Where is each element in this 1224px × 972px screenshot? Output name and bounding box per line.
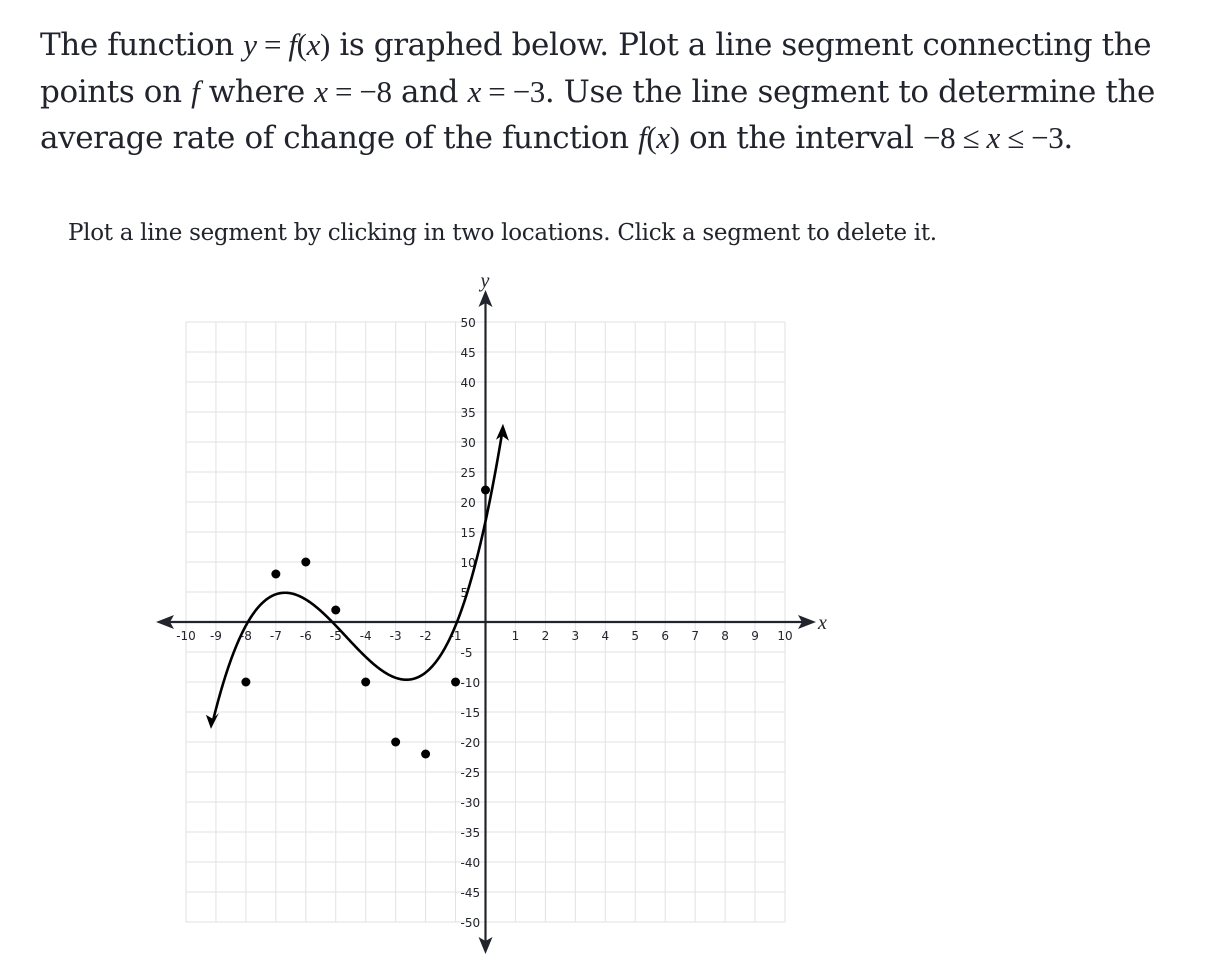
math-fragment: = −8 (327, 73, 392, 109)
math-fragment: ≤ −3 (999, 120, 1064, 155)
math-fragment: x (467, 73, 481, 109)
math-fragment: x (656, 120, 670, 155)
x-tick-label: 6 (661, 629, 670, 643)
math-fragment: x (314, 73, 328, 109)
curve-point (301, 558, 310, 567)
y-tick-label: 50 (460, 316, 476, 330)
x-tick-label: 5 (631, 629, 640, 643)
curve-point (421, 750, 430, 759)
x-tick-label: 10 (777, 629, 793, 643)
y-tick-label: 35 (460, 406, 476, 420)
axes (156, 270, 827, 954)
x-axis-label: x (818, 612, 827, 634)
math-fragment: = (256, 27, 289, 62)
x-tick-label: 1 (511, 629, 520, 643)
y-tick-label: 25 (460, 466, 476, 480)
math-fragment: = −3 (480, 73, 545, 109)
y-tick-label: 45 (460, 346, 476, 360)
y-tick-label: 5 (460, 586, 469, 600)
question-fragment: and (391, 73, 468, 110)
y-tick-label: -40 (460, 856, 481, 870)
y-tick-label: -25 (460, 766, 481, 780)
x-tick-label: 3 (571, 629, 580, 643)
y-tick-label: 10 (460, 556, 476, 570)
x-tick-label: -8 (239, 629, 252, 643)
curve-end-arrow-down (206, 713, 219, 729)
math-fragment: y (243, 27, 257, 62)
y-tick-label: 40 (460, 376, 476, 390)
math-fragment: f (638, 120, 647, 155)
math-fragment: −8 ≤ (922, 120, 987, 155)
y-tick-label: 15 (460, 526, 476, 540)
x-tick-label: -3 (389, 629, 402, 643)
curve-point (451, 678, 460, 687)
math-fragment: ( (296, 27, 307, 62)
x-tick-label: -5 (329, 629, 342, 643)
math-fragment: ( (646, 120, 657, 155)
curve-point (481, 486, 490, 495)
math-fragment: ) (669, 120, 680, 155)
curve-point (331, 606, 340, 615)
x-tick-label: -1 (449, 629, 462, 643)
question-fragment: where (199, 73, 315, 110)
question-fragment: The function (40, 27, 244, 63)
x-tick-label: 4 (601, 629, 610, 643)
y-tick-label: 20 (460, 496, 476, 510)
y-tick-label: -50 (460, 916, 481, 930)
x-tick-label: -2 (419, 629, 432, 643)
y-tick-label: 30 (460, 436, 476, 450)
y-tick-label: -15 (460, 706, 481, 720)
x-tick-label: -9 (209, 629, 222, 643)
math-fragment: f (191, 73, 200, 109)
y-tick-label: -45 (460, 886, 481, 900)
curve-point (271, 570, 280, 579)
x-tick-label: 2 (541, 629, 550, 643)
math-fragment: x (986, 120, 1000, 155)
math-fragment: x (306, 27, 320, 62)
curve-point (391, 738, 400, 747)
x-tick-label: -7 (269, 629, 282, 643)
curve-point (361, 678, 370, 687)
question-fragment: . (1063, 120, 1073, 156)
x-tick-label: -10 (176, 629, 196, 643)
y-tick-label: -35 (460, 826, 481, 840)
x-tick-label: -4 (359, 629, 372, 643)
y-tick-label: -20 (460, 736, 481, 750)
question-fragment: . Use the line segment to determine the average rate of change of the function (40, 73, 1155, 156)
curve-point (241, 678, 250, 687)
y-tick-label: -30 (460, 796, 481, 810)
x-tick-label: 9 (751, 629, 759, 643)
y-axis-label: y (480, 270, 490, 292)
math-fragment: f (288, 27, 297, 62)
function-curve (213, 434, 502, 721)
x-tick-label: -6 (299, 629, 312, 643)
instructions-text: Plot a line segment by clicking in two locations. Click a segment to delete it. (68, 220, 937, 246)
x-tick-label: 8 (721, 629, 729, 643)
math-fragment: ) (319, 27, 330, 62)
y-tick-label: -5 (460, 646, 473, 660)
x-tick-label: 7 (691, 629, 699, 643)
question-fragment: on the interval (679, 120, 923, 156)
question-fragment: is graphed below. Plot a line segment connecting the points on (40, 27, 1152, 110)
y-tick-label: -10 (460, 676, 481, 690)
